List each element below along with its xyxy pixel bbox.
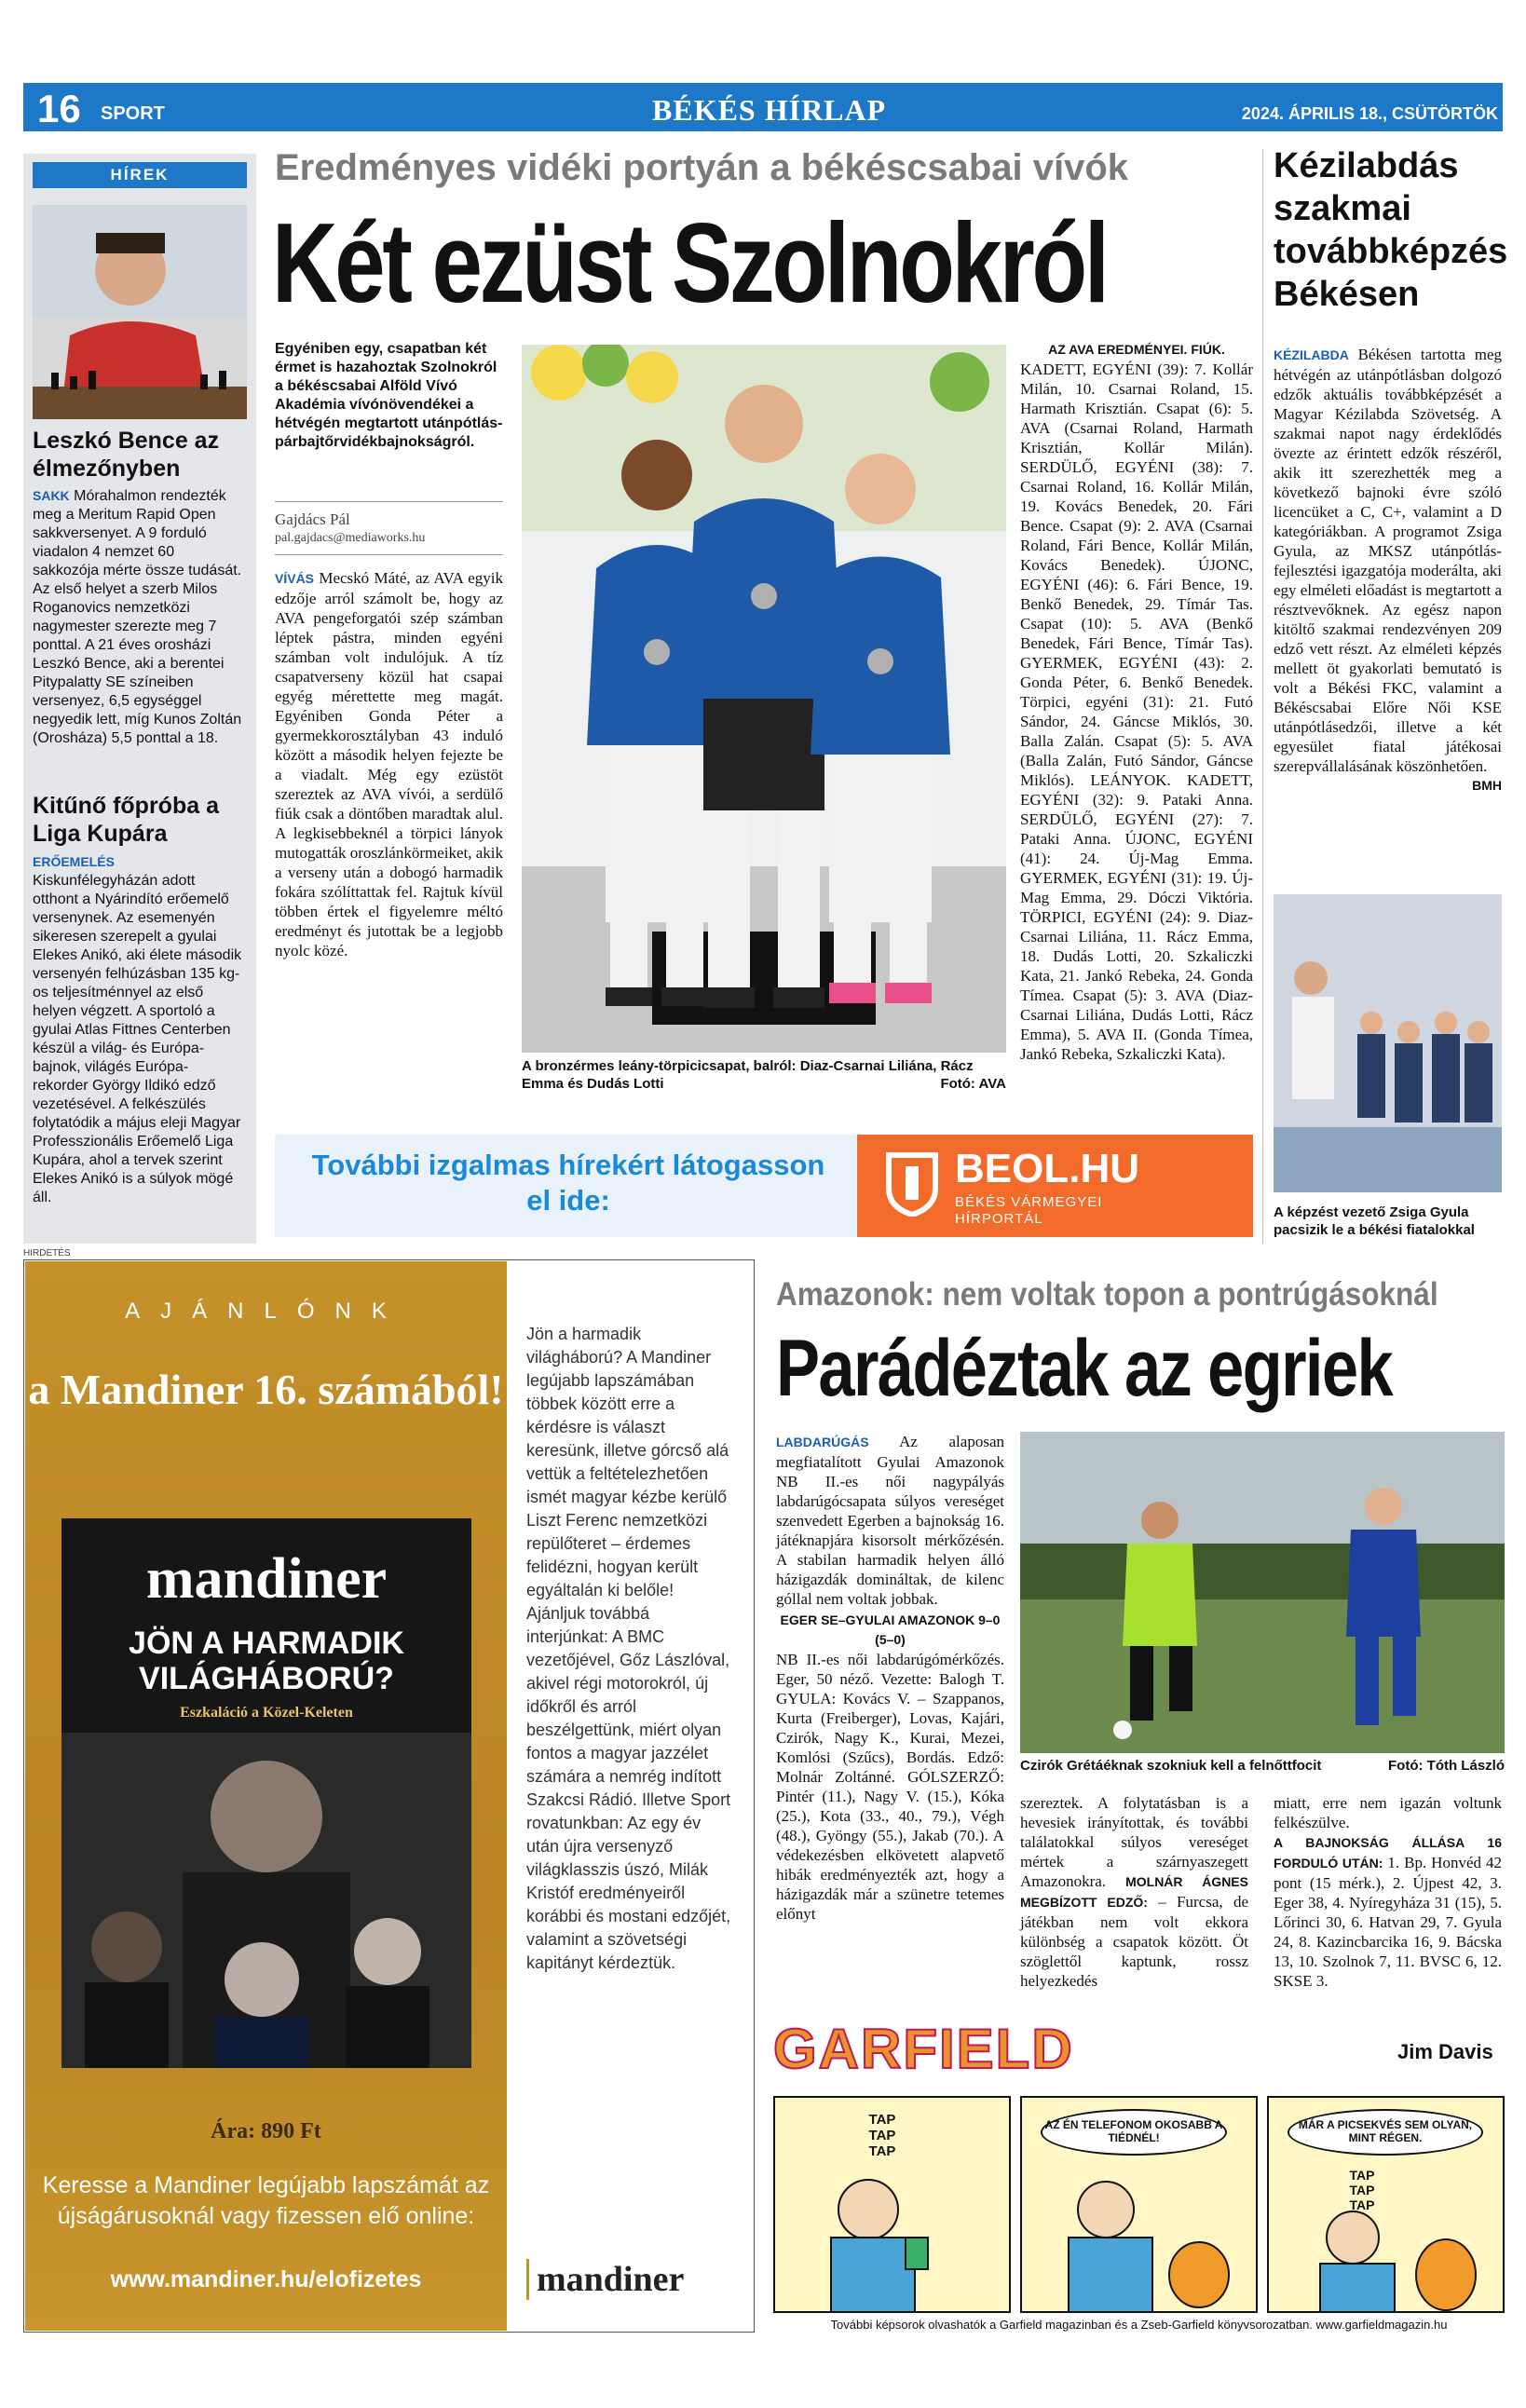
section-label: SPORT bbox=[101, 103, 165, 124]
article2-body-a bbox=[776, 1432, 1004, 1924]
signature: BMH bbox=[1472, 778, 1502, 793]
divider bbox=[275, 501, 503, 502]
news-keyword-1: SAKK bbox=[33, 488, 70, 503]
article-right-keyword: KÉZILABDA bbox=[1274, 347, 1349, 362]
table-text: 1. Bp. Honvéd 42 pont (15 mérk.), 2. Újpest 42, 3. Eger 38, 4. Nyíregyháza 31 (15), 5. Lőrinci 30, 6. Hatvan 29, 7. Gyula 24, 8. Kazincbarcika 16, 9. Bácska 13, 10. Szolnok 7, 11. BVSC 6, 12. SKSE 3. bbox=[1274, 1854, 1502, 1990]
panel3-bubble: MÁR A PICSEKVÉS SEM OLYAN, MINT RÉGEN. bbox=[1288, 2109, 1483, 2156]
match-title: EGER SE–GYULAI AMAZONOK 9–0 (5–0) bbox=[780, 1612, 1001, 1647]
fencers-photo bbox=[522, 345, 1006, 1053]
caption-text: Czirók Grétáéknak szokniuk kell a felnőttfocit bbox=[1020, 1758, 1322, 1774]
shield-icon bbox=[885, 1151, 939, 1217]
article-right-headline: Kézilabdás szakmai továbbképzés Békésen bbox=[1274, 146, 1508, 314]
garfield-title: GARFIELD bbox=[773, 2018, 1074, 2080]
masthead-title: BÉKÉS HÍRLAP bbox=[652, 93, 887, 127]
news-title-2: Kitűnő főpróba a Liga Kupára bbox=[33, 793, 219, 847]
article2-body-b bbox=[1020, 1793, 1248, 1991]
ad-ajanlonk: AJÁNLÓNK bbox=[125, 1299, 407, 1324]
article-right-body bbox=[1274, 345, 1502, 796]
ad-cta: Keresse a Mandiner legújabb lapszámát az újságárusoknál vagy fizessen elő online: bbox=[42, 2172, 490, 2229]
article1-keyword: VÍVÁS bbox=[275, 571, 315, 586]
news-title-1: Leszkó Bence az élmezőnyben bbox=[33, 428, 220, 482]
match-body: NB II.-es női labdarúgómérkőzés. Eger, 50 néző. Vezette: Balogh T. GYULA: Kovács V. – Szappanos, Kurta (Freiberger), Lovas, Kajári, Czirók, Nagy K., Kurai, Mezei, Komlósi (Szűcs), Bordás. Edző: Molnár Zoltánné. GÓLSZERZŐ: Pintér (11.), Nagy V. (15.), Kóka (25.), Kota (33., 40., 79.), Végh (48.), Gyöngy (55.), Jakab (70.). A védekezésben elkövetett alapvető hibák eredményezték azt, hogy a házigazdák már a szünetre tetemes előnyt bbox=[776, 1651, 1004, 1923]
ad-url-link[interactable]: www.mandiner.hu/elofizetes bbox=[110, 2266, 422, 2292]
quote-text: – Furcsa, de játékban nem volt ekkora különbség a csapatok között. Öt szöglettől kaptunk, rossz helyezkedés bbox=[1020, 1893, 1248, 1990]
article2-text-c: miatt, erre nem igazán voltunk felkészülve. bbox=[1274, 1794, 1502, 1831]
ad-label: HIRDETÉS bbox=[23, 1248, 71, 1258]
divider bbox=[275, 554, 503, 555]
article2-intro: Az alaposan megfiatalított Gyulai Amazonok NB II.-es női nagypályás labdarúgócsapata súlyos vereséget szenvedett Egerben a bajnokság 16. játéknapjára kisorsolt mérkőzésén. A stabilan harmadik helyen álló házigazdák domináltak, de kilenc góllal nem voltak jobbak. bbox=[776, 1433, 1004, 1608]
panel1-sfx: TAP TAP TAP bbox=[868, 2112, 896, 2159]
ad-text: Jön a harmadik világháború? A Mandiner legújabb lapszámában többek között erre a kérdésre is választ keresünk, illetve górcső alá vettük a feltételezhetően ismét magyar kézbe kerülő Liszt Ferenc nemzetközi repülőteret – érdemes felidézni, hogyan került egyáltalán ki belőle! Ajánljuk továbbá interjúnkat: A BMC vezetőjével, Gőz Lászlóval, akivel régi motorokról, új időkről és arról beszélgettünk, miért olyan fontos a magyar jazzélet számára a nemrég indított Szakcsi Rádió. Illetve Sport rovatunkban: Az egy év után újra versenyző világklasszis úszó, Milák Kristóf eredményeiről korábbi és mostani edzőjét, valamint a szövetségi kapitányt kérdeztük. bbox=[526, 1325, 731, 1972]
comic-footer: További képsorok olvashatók a Garfield magazinban és a Zseb-Garfield könyvsorozatban. www.garfieldmagazin.hu bbox=[830, 2318, 1448, 2332]
article1-body bbox=[275, 568, 503, 960]
news-body-2: Kiskunfélegyházán adott otthont a Nyárindító erőemelő versenynek. Az esemenyén sikeresen szerepelt a gyulai Elekes Anikó, aki élete második versenyén felhúzásban 135 kg-os teljesítménnyel az első helyen végzett. A sportoló a gyulai Atlas Fittnes Centerben készül a világ- és Európa-bajnok, világés Európa-rekorder György Ildikó edző vezetésével. A felkészülés folytatódik a május eleji Magyar Professzionális Erőemelő Liga Kupára, ahol a tervek szerint Elekes Anikó is a súlyok mögé áll. bbox=[33, 873, 242, 1205]
photo-credit: Fotó: Tóth László bbox=[1388, 1758, 1505, 1774]
article1-lead: Egyéniben egy, csapatban két érmet is hazahoztak Szolnokról a békéscsabai Alföld Vívó Akadémia vívónövendékei a hétvégén megtartott utánpótlás-párbajtőrvidékbajnokságról. bbox=[275, 341, 503, 450]
article1-email: pal.gajdacs@mediaworks.hu bbox=[275, 531, 426, 545]
ad-title: a Mandiner 16. számából! bbox=[28, 1366, 504, 1413]
beol-cta: További izgalmas hírekért látogasson el ide: bbox=[311, 1149, 825, 1217]
article2-text-b: szereztek. A folytatásban is a hevesiek irányítottak, és további találatokkal súlyos vereséget mértek a szárnyaszegett Amazonokra. bbox=[1020, 1794, 1248, 1890]
article2-kicker: Amazonok: nem voltak topon a pontrúgásoknál bbox=[776, 1276, 1438, 1313]
quote-name: MOLNÁR ÁGNES MEGBÍZOTT EDZŐ: bbox=[1020, 1874, 1248, 1910]
article2-headline: Parádéztak az egriek bbox=[776, 1324, 1393, 1413]
article1-headline: Két ezüst Szolnokról bbox=[272, 199, 1107, 326]
beol-brand: BEOL.HU bbox=[955, 1146, 1139, 1191]
handball-photo bbox=[1274, 894, 1502, 1192]
news-tag: HÍREK bbox=[33, 162, 247, 188]
magazine-cover[interactable] bbox=[61, 1518, 471, 2068]
news-text-1 bbox=[33, 486, 242, 748]
article1-results bbox=[1020, 340, 1253, 1064]
article1-author: Gajdács Pál bbox=[275, 510, 350, 528]
jon-figure bbox=[812, 2172, 971, 2312]
results-title: AZ AVA EREDMÉNYEI. FIÚK. bbox=[1048, 342, 1225, 357]
cover-headline: JÖN A HARMADIK VILÁGHÁBORÚ? bbox=[129, 1626, 404, 1696]
column-divider bbox=[1262, 149, 1263, 1244]
article1-body-text: Mecskó Máté, az AVA egyik edzője arról számolt be, hogy az AVA pengeforgatói szép számban léptek pástra, minden egyéni számban volt indulójuk. A tíz csapatverseny közül hat csapai egyég mérettette meg magát. Egyéniben Gonda Péter a gyermekkorosztályban 43 induló között a második helyen fejezte be a viadalt. Még egy ezüstöt szereztek az AVA vívói, a serdülő fiúk csak a döntőben maradtak alul. A legkisebbeknél a törpici lányok mutogatták oroszlánkörmeiket, akik a verseny után a dobogó harmadik fokára szólíttattak fel. Rajtuk kívül többen értek el figyelemre méltó eredményt és jutottak be a legjobb nyolc közé. bbox=[275, 569, 504, 959]
article2-keyword: LABDARÚGÁS bbox=[776, 1435, 869, 1449]
article1-caption bbox=[522, 1057, 1006, 1093]
article2-body-c bbox=[1274, 1793, 1502, 1991]
garfield-figure bbox=[1297, 2191, 1483, 2312]
chess-player-photo bbox=[33, 205, 247, 419]
page-number: 16 bbox=[37, 87, 81, 130]
mandiner-logo: mandiner bbox=[526, 2259, 736, 2300]
article1-kicker: Eredményes vidéki portyán a békéscsabai vívók bbox=[275, 147, 1129, 188]
beol-logo-box[interactable] bbox=[857, 1135, 1253, 1237]
article-right-caption: A képzést vezető Zsiga Gyula pacsizik le a békési fiatalokkal bbox=[1274, 1204, 1475, 1238]
masthead bbox=[652, 93, 886, 128]
comic-panel-3 bbox=[1267, 2096, 1505, 2313]
caption-text: A bronzérmes leány-törpicicsapat, balról: Diaz-Csarnai Liliána, Rácz Emma és Dudás Lotti bbox=[522, 1058, 974, 1092]
cover-sub: Eszkaláció a Közel-Keleten bbox=[180, 1705, 353, 1721]
cover-brand: mandiner bbox=[145, 1547, 388, 1611]
cover-portraits bbox=[61, 1733, 471, 2068]
ad-price: Ára: 890 Ft bbox=[211, 2119, 321, 2143]
photo-credit: Fotó: AVA bbox=[940, 1076, 1006, 1092]
comic-panel-1 bbox=[773, 2096, 1011, 2313]
news-body-1: Mórahalmon rendezték meg a Meritum Rapid Open sakkversenyet. A 9 forduló viadalon 4 nemzet 60 sakkozója mérte össze tudását. Az első helyet a szerb Milos Roganovics nemzetközi nagymester szerezte meg 7 ponttal. A 21 éves orosházi Leszkó Bence, aki a berentei Pitypalatty SE színeiben versenyez, 6,5 egységgel negyedik lett, míg Kunos Zoltán (Orosháza) 5,5 ponttal a 18. bbox=[33, 488, 242, 746]
panel3-sfx: TAP TAP TAP bbox=[1349, 2168, 1375, 2212]
beol-subtitle: BÉKÉS VÁRMEGYEI HÍRPORTÁL bbox=[955, 1194, 1103, 1227]
jon-garfield-figure bbox=[1041, 2172, 1236, 2312]
table-title: A BAJNOKSÁG ÁLLÁSA 16 FORDULÓ UTÁN: bbox=[1274, 1835, 1502, 1871]
news-keyword-2: ERŐEMELÉS bbox=[33, 854, 115, 869]
issue-date: 2024. ÁPRILIS 18., CSÜTÖRTÖK bbox=[1241, 104, 1498, 123]
panel2-bubble: AZ ÉN TELEFONOM OKOSABB A TIÉDNÉL! bbox=[1041, 2109, 1227, 2156]
comic-author: Jim Davis bbox=[1397, 2040, 1493, 2063]
article2-caption bbox=[1020, 1758, 1505, 1774]
article-right-text: Békésen tartotta meg hétvégén az utánpótlásban dolgozó edzők aktuális továbbképzését a Magyar Kézilabda Szövetség. A szakmai napot nagy érdeklődés övezte az érintett edzők részéről, akik itt szerezhették meg a következő bajnoki évre szóló licencüket a C, C+, valamint a D kategóriákban. A programot Zsiga Gyula, az MKSZ utánpótlás-fejlesztési igazgatója moderálta, aki egy elméleti előadást is megtartott a résztvevőknek. Az egész napon kitöltő szakmai rendezvényen 209 edző vett részt. Az elméleti képzés mellett öt gyakorlati bemutató is volt a Békési FKC, valamint a Békéscsabai Előre Női KSE utánpótlásedzői, illetve a két egyesület fiatal játékosai szerepvállalásának köszönhetően. bbox=[1274, 346, 1502, 775]
football-photo bbox=[1020, 1432, 1505, 1753]
comic-panel-2 bbox=[1020, 2096, 1258, 2313]
news-text-2 bbox=[33, 852, 242, 1207]
results-text: KADETT, EGYÉNI (39): 7. Kollár Milán, 10. Csarnai Roland, 15. Harmath Krisztián. Csapat (6): 5. AVA (Csarnai Roland, Harmath Krisztián, Kollár Milán). SERDÜLŐ, EGYÉNI (38): 7. Csarnai Roland, 16. Kollár Milán, 19. Kovács Benedek, 20. Fári Bence. Csapat (9): 2. AVA (Csarnai Roland, Fári Bence, Kollár Milán, Kovács Benedek). ÚJONC, EGYÉNI (46): 6. Fári Bence, 19. Benkő Benedek, 29. Tímár Tas. Csapat (10): 5. AVA (Benkő Benedek, Fári Bence, Tímár Tas). GYERMEK, EGYÉNI (43): 2. Gonda Péter, 6. Benkő Benedek. Törpici, egyéni (31): 21. Futó Sándor, 24. Gáncse Miklós, 30. Balla Zalán. Csapat (5): 5. AVA (Balla Zalán, Futó Sándor, Gáncse Miklós). LEÁNYOK. KADETT, EGYÉNI (32): 9. Pataki Anna. SERDÜLŐ, EGYÉNI (27): 7. Pataki Anna. ÚJONC, EGYÉNI (41): 24. Új-Mag Emma. GYERMEK, EGYÉNI (31): 19. Új-Mag Emma, 29. Dóczi Viktória. TÖRPICI, EGYÉNI (24): 9. Diaz-Csarnai Liliána, 11. Rácz Emma, 18. Dudás Lotti, 20. Szkaliczki Kata, 21. Jankó Rebeka, 24. Gonda Tímea. Csapat (5): 3. AVA (Diaz-Csarnai Liliána, Dudás Lotti, Rácz Emma), 5. AVA II. (Gonda Tímea, Jankó Rebeka, Szkaliczki Kata). bbox=[1020, 361, 1253, 1063]
